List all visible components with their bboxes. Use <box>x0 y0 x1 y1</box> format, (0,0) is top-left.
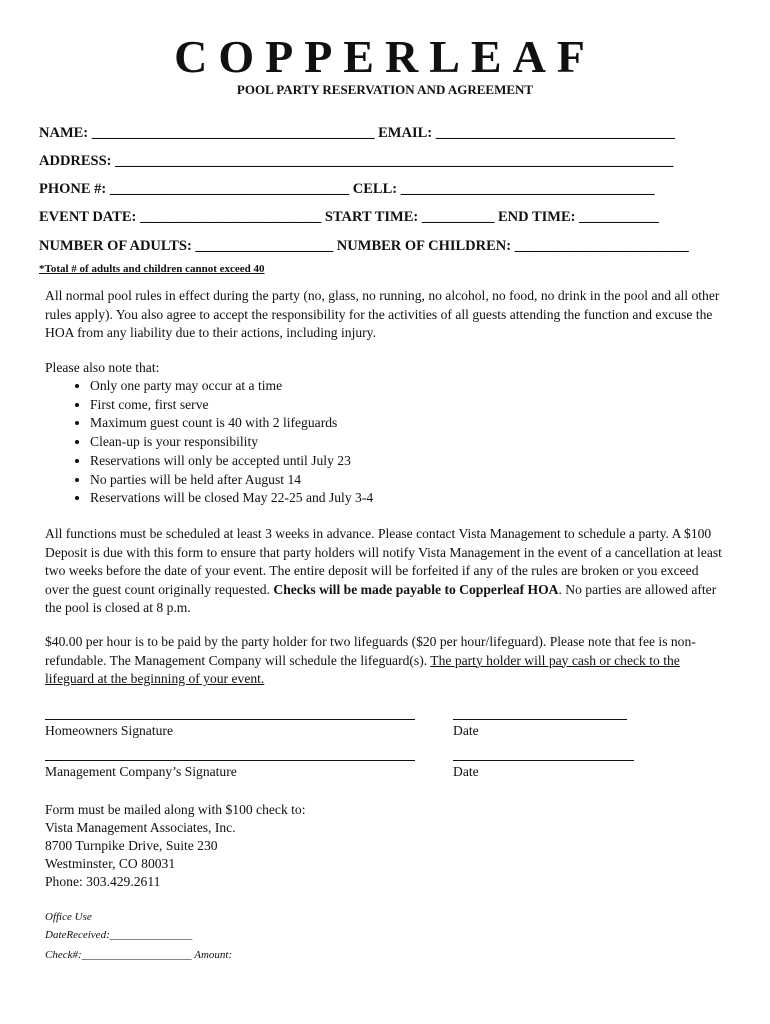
check-number-field[interactable]: Check#:____________________ <box>45 949 192 961</box>
checks-payable-note: Checks will be made payable to Copperleaf HOA <box>273 581 559 597</box>
amount-field[interactable]: Amount: <box>194 949 233 961</box>
rule-item: • Maximum guest count is 40 with 2 lifeguards <box>90 414 373 433</box>
scheduling-tail: . No parties are allowed after the pool is closed at 8 p.m. <box>45 581 717 615</box>
rule-item: • Reservations will be closed May 22-25 and July 3-4 <box>90 489 373 508</box>
company-name: Vista Management Associates, Inc. <box>45 820 236 835</box>
management-signature-label: Management Company’s Signature <box>45 764 237 779</box>
management-date-label: Date <box>453 764 479 779</box>
date-received-field[interactable]: DateReceived:_______________ <box>45 929 193 941</box>
intro-paragraph: All normal pool rules in effect during the party (no, glass, no running, no alcohol, no food, no drink in the pool and all other rules apply). You also agree to accept the responsibility for the activities of all guests attending the function and excuse the HOA from any liability due to their actions, including injury. <box>45 288 720 340</box>
guest-limit-note: *Total # of adults and children cannot exceed 40 <box>39 263 265 275</box>
lifeguard-payment-note: The party holder will pay cash or check to the lifeguard at the beginning of your event. <box>45 652 680 686</box>
brand-title: COPPERLEAF <box>174 31 596 82</box>
note-heading: Please also note that: <box>45 360 160 375</box>
mailing-address-block <box>45 801 306 891</box>
event-time-field-row[interactable]: EVENT DATE: _________________________ START TIME: __________ END TIME: ___________ <box>39 209 659 225</box>
rule-item: • Clean-up is your responsibility <box>90 433 373 452</box>
homeowner-date-line[interactable] <box>453 719 627 720</box>
phone-cell-field-row[interactable]: PHONE #: _________________________________ CELL: ___________________________________ <box>39 181 655 197</box>
rules-list <box>45 377 373 508</box>
street-address: 8700 Turnpike Drive, Suite 230 <box>45 838 218 853</box>
office-use-heading: Office Use <box>45 911 92 923</box>
rule-item: • Only one party may occur at a time <box>90 377 373 396</box>
management-signature-line[interactable] <box>45 760 415 761</box>
company-phone: Phone: 303.429.2611 <box>45 874 161 889</box>
address-field-row[interactable]: ADDRESS: _____________________________________________________________________________ <box>39 153 674 169</box>
city-state-zip: Westminster, CO 80031 <box>45 856 176 871</box>
guest-count-field-row[interactable]: NUMBER OF ADULTS: ___________________ NUMBER OF CHILDREN: ________________________ <box>39 238 689 254</box>
rule-item: • No parties will be held after August 14 <box>90 471 373 490</box>
homeowner-signature-line[interactable] <box>45 719 415 720</box>
mailing-instruction: Form must be mailed along with $100 check to: <box>45 802 306 817</box>
lifeguard-paragraph <box>45 633 725 689</box>
management-date-line[interactable] <box>453 760 634 761</box>
rule-item: • First come, first serve <box>90 396 373 415</box>
name-email-field-row[interactable]: NAME: _______________________________________ EMAIL: _________________________________ <box>39 125 675 141</box>
homeowner-date-label: Date <box>453 723 479 738</box>
lifeguard-text: $40.00 per hour is to be paid by the party holder for two lifeguards ($20 per hour/lifeguard). Please note that fee is non-refundable. The Management Company will schedule the lifeguard(s). <box>45 634 696 668</box>
check-amount-row <box>45 949 232 961</box>
form-subtitle: POOL PARTY RESERVATION AND AGREEMENT <box>236 82 534 97</box>
scheduling-text: All functions must be scheduled at least 3 weeks in advance. Please contact Vista Management to schedule a party. A $100 Deposit is due with this form to ensure that party holders will notify Vista Management in the event of a cancellation at least two weeks before the date of your event. The entire deposit will be forfeited if any of the rules are broken or you exceed over the guest count originally requested. <box>45 526 722 597</box>
scheduling-paragraph <box>45 525 725 618</box>
rule-item: • Reservations will only be accepted until July 23 <box>90 452 373 471</box>
homeowner-signature-label: Homeowners Signature <box>45 723 173 738</box>
